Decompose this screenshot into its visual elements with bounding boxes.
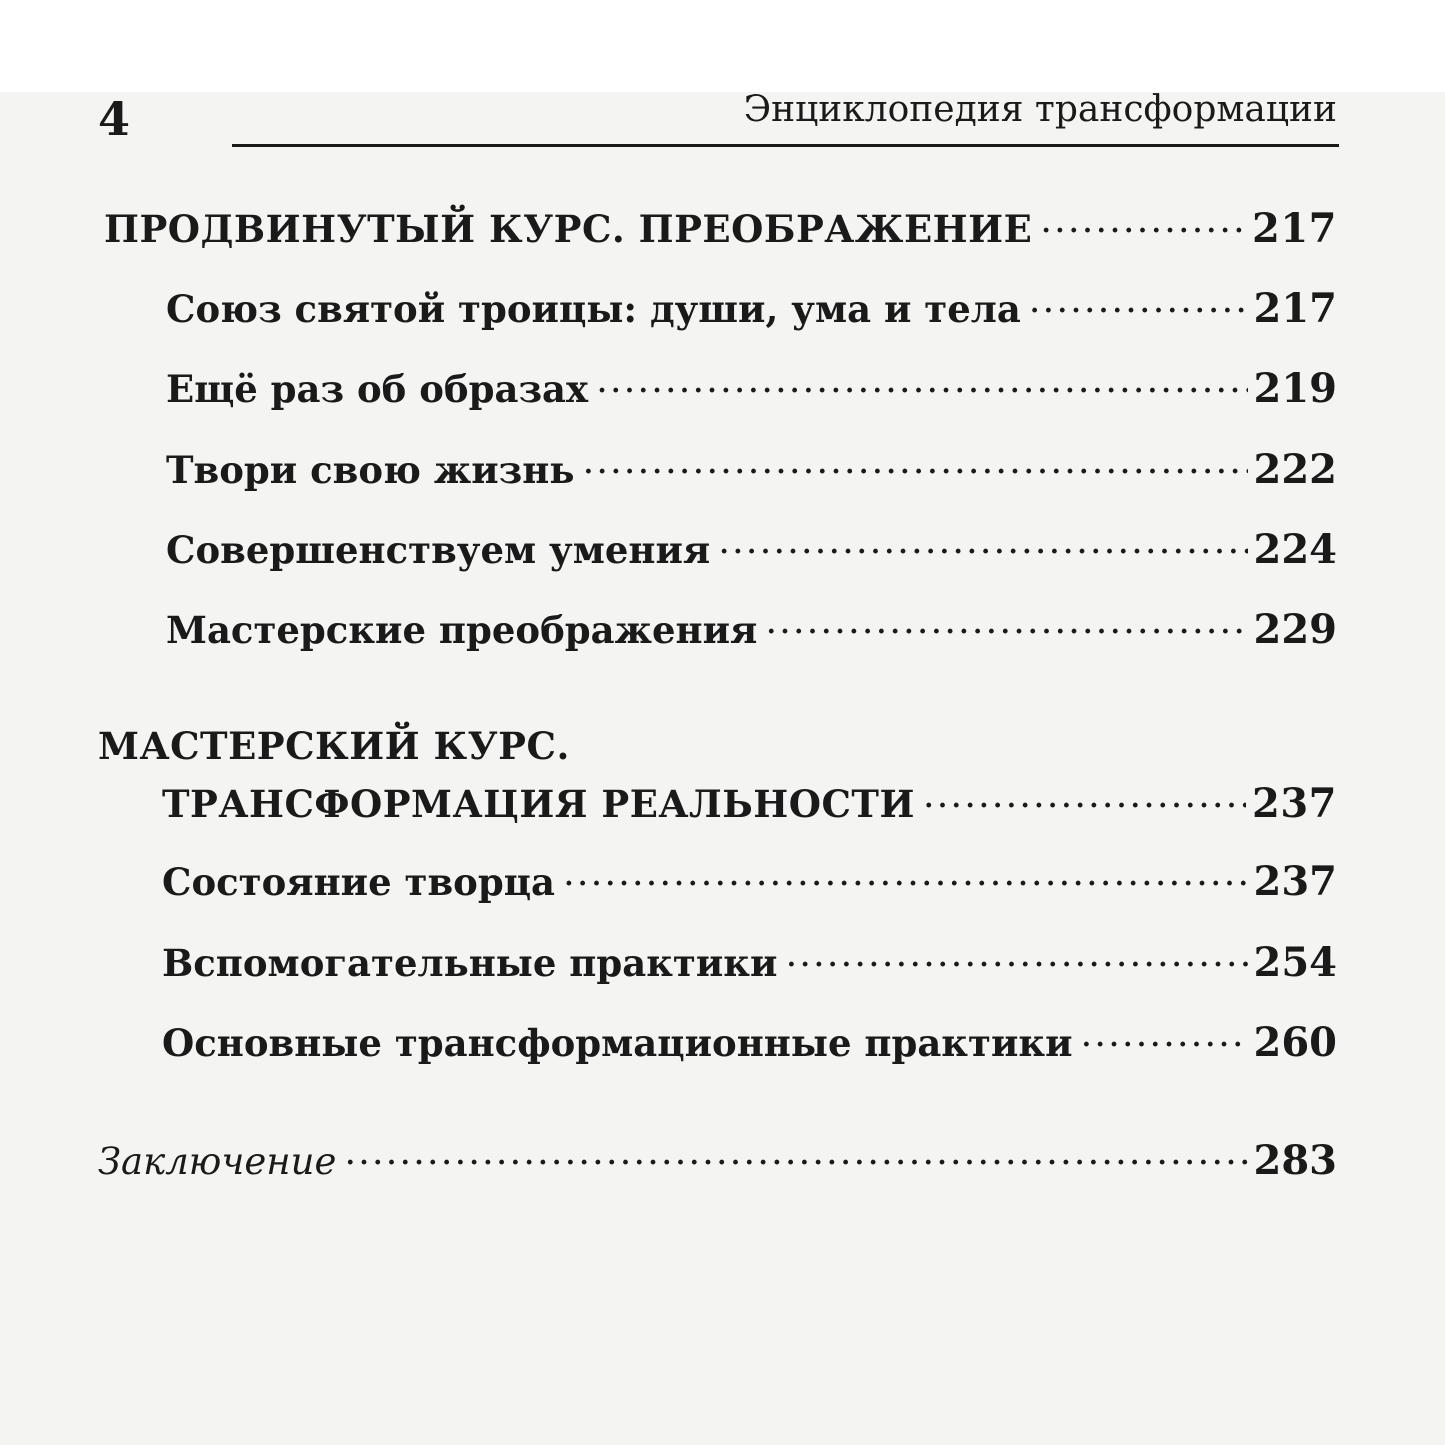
- toc-entry-title: Мастерские преображения: [166, 608, 758, 652]
- toc-entry-title: Совершенствуем умения: [166, 528, 711, 572]
- toc-entry: [166, 446, 1337, 493]
- page-number: 4: [98, 92, 130, 146]
- dot-leader: [718, 526, 1247, 563]
- toc-part-title: ТРАНСФОРМАЦИЯ РЕАЛЬНОСТИ: [162, 782, 915, 826]
- toc-entry-title: Вспомогательные практики: [162, 941, 778, 985]
- toc-entry-title: Союз святой троицы: души, ума и тела: [166, 287, 1021, 331]
- toc-part-title-line1: МАСТЕРСКИЙ КУРС.: [98, 724, 570, 768]
- toc-entry: [166, 606, 1337, 653]
- toc-entry-title: Твори свою жизнь: [166, 448, 575, 492]
- toc-page-number: 237: [1253, 858, 1337, 905]
- dot-leader: [1081, 1019, 1248, 1056]
- toc-page-number: 217: [1252, 205, 1337, 252]
- toc-entry-title: Состояние творца: [162, 860, 556, 904]
- toc-entry: [162, 939, 1337, 986]
- toc-entry: [166, 365, 1337, 412]
- toc-page-number: 222: [1253, 446, 1337, 493]
- toc-page-number: 283: [1253, 1137, 1337, 1184]
- dot-leader: [1029, 285, 1248, 322]
- toc-page-number: 254: [1253, 939, 1337, 986]
- toc-page-number: 217: [1253, 285, 1337, 332]
- toc-entry: [166, 526, 1337, 573]
- toc-entry: [166, 285, 1337, 332]
- toc-entry: [162, 858, 1337, 905]
- toc-page-number: 237: [1252, 780, 1337, 827]
- toc-part-heading: [162, 780, 1337, 827]
- dot-leader: [785, 939, 1247, 976]
- dot-leader: [1040, 205, 1246, 242]
- toc-part-title: ПРОДВИНУТЫЙ КУРС. ПРЕОБРАЖЕНИЕ: [104, 207, 1033, 251]
- header-rule: [232, 144, 1339, 147]
- toc-entry-title: Ещё раз об образах: [166, 367, 589, 411]
- running-title: Энциклопедия трансформации: [743, 89, 1337, 130]
- toc-entry: [162, 1019, 1337, 1066]
- toc-page-number: 260: [1253, 1019, 1337, 1066]
- toc-conclusion: [98, 1137, 1337, 1184]
- dot-leader: [582, 446, 1247, 483]
- toc-page-number: 224: [1253, 526, 1337, 573]
- dot-leader: [344, 1137, 1247, 1174]
- toc-page-number: 219: [1253, 365, 1337, 412]
- dot-leader: [923, 780, 1246, 817]
- dot-leader: [765, 606, 1247, 643]
- toc-entry-title: Основные трансформационные практики: [162, 1021, 1073, 1065]
- toc-part-heading: [104, 205, 1337, 252]
- dot-leader: [596, 365, 1247, 402]
- toc-entry-title: Заключение: [98, 1140, 337, 1183]
- toc-page-number: 229: [1253, 606, 1337, 653]
- dot-leader: [563, 858, 1247, 895]
